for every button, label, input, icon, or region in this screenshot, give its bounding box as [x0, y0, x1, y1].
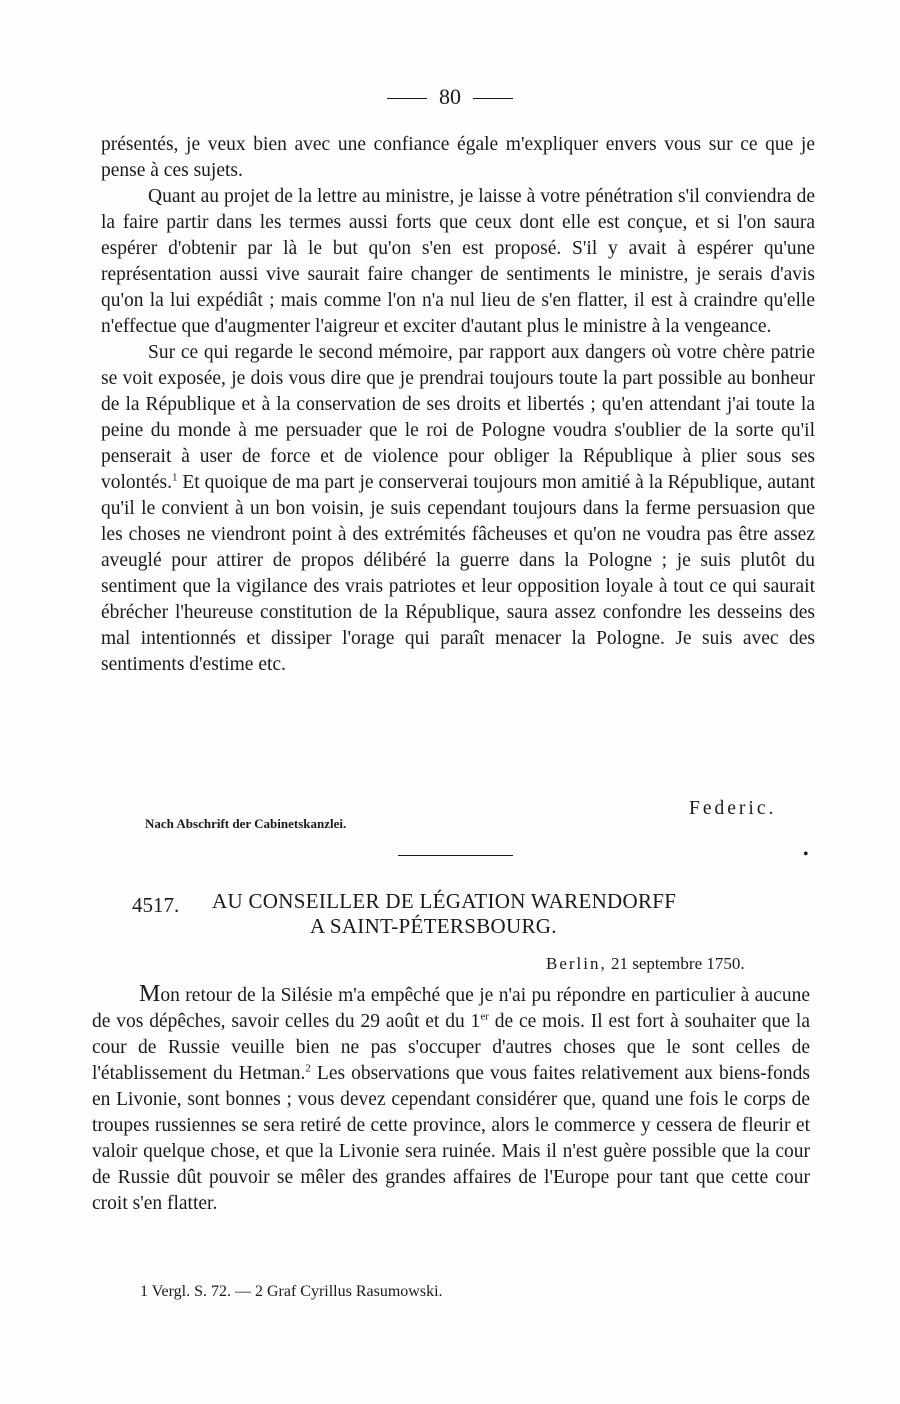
- header-dash-left: [387, 98, 427, 99]
- page-header: [0, 84, 900, 110]
- superscript-er: er: [480, 1010, 489, 1023]
- letter-1-paragraph-1: présentés, je veux bien avec une confiance égale m'expliquer envers vous sur ce que je pense à ces sujets.: [101, 134, 815, 181]
- letter-2-text-b: de ce mois. Il est fort à souhaiter que la cour de Russie veuille bien ne pas s'occuper d'autres choses que le sont celles de l'établissement du Hetman.: [92, 1011, 810, 1084]
- dateline: [546, 954, 745, 974]
- letter-2-text-c: Les observations que vous faites relativement aux biens-fonds en Livonie, sont bonnes ; vous devez cependant considérer que, quand une fois le corps de troupes russiennes se sera retiré de cette province, alors le commerce y cessera de fleurir et valoir quelque chose, et que la Livonie sera ruinée. Mais il n'est guère possible que la cour de Russie dût pouvoir se mêler des grandes affaires de l'Europe pour tant que cette cour croit s'en flatter.: [92, 1063, 810, 1214]
- paragraph-3-text-b: Et quoique de ma part je conserverai toujours mon amitié à la République, autant qu'il le convient à un bon voisin, je suis cependant toujours dans la ferme persuasion que les choses ne viendront point à des extrémités fâcheuses et qu'on ne voudra pas être assez aveuglé pour attirer de propos délibéré la guerre dans la Pologne ; je suis plutôt du sentiment que la vigilance des vrais patriotes et leur opposition loyale à tout ce qui saurait ébrécher l'heureuse constitution de la République, saura assez confondre les desseins des mal intentionnés et dissiper l'orage qui paraît menacer la Pologne. Je suis avec des sentiments d'estime etc.: [101, 472, 815, 675]
- document-title: [212, 889, 772, 939]
- letter-2-paragraph-1: [92, 981, 810, 1217]
- footnote-ref-2: 2: [305, 1062, 311, 1075]
- source-note: Nach Abschrift der Cabinetskanzlei.: [145, 816, 347, 831]
- title-line-1: AU CONSEILLER DE LÉGATION WARENDORFF: [212, 889, 677, 913]
- letter-2-text-a: on retour de la Silésie m'a empêché que je n'ai pu répondre en particulier à aucune de vos dépêches, savoir celles du 29 août et du 1: [92, 985, 810, 1032]
- document-number: 4517.: [132, 893, 180, 917]
- page-number: 80: [439, 84, 461, 109]
- dateline-place: Berlin,: [546, 954, 607, 973]
- letter-1-body: [101, 132, 815, 678]
- letter-1-paragraph-2: Quant au projet de la lettre au ministre, je laisse à votre pénétration s'il conviendra de la faire partir dans les termes aussi forts que ceux dont elle est conçue, et si l'on saura espérer d'obtenir par là le but qu'on s'en est proposé. S'il y avait à espérer qu'une représentation aussi vive saurait faire changer de sentiments le ministre, je serais d'avis qu'on la lui expédiât ; mais comme l'on n'a nul lieu de s'en flatter, il est à craindre qu'elle n'effectue que d'augmenter l'aigreur et exciter d'autant plus le ministre à la vengeance.: [101, 186, 815, 337]
- header-dash-right: [473, 98, 513, 99]
- footnote-ref-1: 1: [171, 471, 178, 484]
- paragraph-3-text-a: Sur ce qui regarde le second mémoire, par rapport aux dangers où votre chère patrie se voit exposée, je dois vous dire que je prendrai toujours toute la part possible au bonheur de la République et à la conservation de ses droits et libertés ; qu'en attendant j'ai toute la peine du monde à me persuader que le roi de Pologne voudra s'oublier de la sorte qu'il penserait à user de force et de violence pour obliger la République à plier sous ses volontés.: [101, 342, 815, 493]
- letter-2-body: [92, 981, 810, 1217]
- section-separator: [398, 855, 513, 856]
- signature: Federic.: [689, 798, 777, 819]
- initial-letter: M: [139, 981, 161, 1007]
- letter-1-paragraph-3: [101, 340, 815, 678]
- stray-mark: •: [803, 846, 809, 863]
- footnotes: 1 Vergl. S. 72. — 2 Graf Cyrillus Rasumowski.: [140, 1283, 443, 1300]
- dateline-date: 21 septembre 1750.: [606, 954, 745, 973]
- title-line-2: A SAINT-PÉTERSBOURG.: [310, 914, 557, 938]
